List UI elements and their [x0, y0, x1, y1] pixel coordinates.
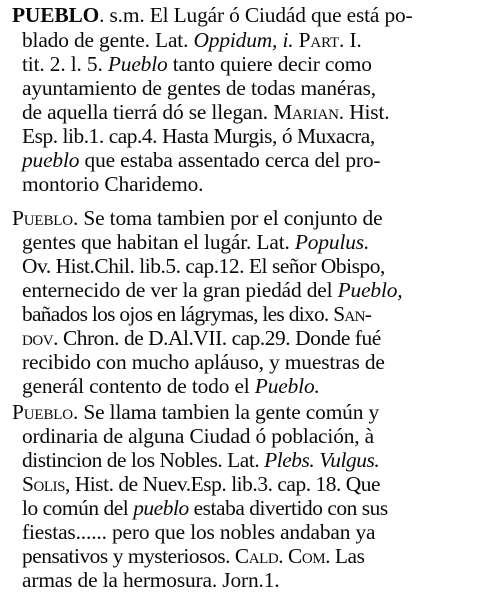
italic-text: pueblo	[22, 148, 80, 172]
small-caps-text: Marian.	[273, 100, 345, 124]
small-caps-text: Part. I.	[298, 28, 362, 52]
text-run: distincion de los Nobles. Lat.	[22, 448, 265, 472]
entry-line	[22, 568, 279, 592]
entry-line	[22, 100, 389, 124]
italic-text: Plebs. Vulgus.	[264, 448, 380, 472]
text-run: ayuntamiento de gentes de todas manéras,	[22, 76, 376, 100]
entry-line	[22, 302, 371, 326]
text-run: Ov. Hist.Chil. lib.5. cap.12. El señor Obispo,	[22, 254, 385, 278]
entry-line	[22, 424, 374, 448]
italic-text: Pueblo	[107, 52, 168, 76]
entry-line	[12, 3, 413, 27]
small-caps-text: Pueblo	[12, 206, 73, 230]
small-caps-text: San-	[333, 302, 372, 326]
entry-line	[12, 206, 382, 230]
entry-line	[22, 374, 320, 398]
entry-line	[22, 448, 379, 472]
text-run: recibido con mucho apláuso, y muestras de	[22, 350, 385, 374]
text-run: que estaba assentado cerca del pro-	[79, 148, 381, 172]
text-run: pensativos y mysteriosos.	[22, 544, 235, 568]
entry-line	[22, 254, 385, 278]
text-run: , Hist. de Nuev.Esp. lib.3. cap. 18. Que	[64, 472, 381, 496]
small-caps-text: Com.	[288, 544, 331, 568]
text-run: lo común del	[22, 496, 134, 520]
entry-line	[22, 148, 380, 172]
text-run: blado de gente. Lat.	[22, 28, 194, 52]
text-run: . Se toma tambien por el conjunto de	[73, 206, 383, 230]
text-run: estaba divertido con sus	[188, 496, 388, 520]
text-run: fiestas...... pero que los nobles andaban ya	[22, 520, 376, 544]
italic-text: pueblo	[133, 496, 189, 520]
small-caps-text: Solis	[22, 472, 65, 496]
text-run: . Se llama tambien la gente común y	[73, 400, 380, 424]
text-run: armas de la hermosura. Jorn.1.	[22, 568, 280, 592]
entry-line	[22, 278, 403, 302]
text-run: Hist.	[344, 100, 390, 124]
small-caps-text: Pueblo	[12, 400, 73, 424]
entry-line	[22, 230, 369, 254]
entry-line	[22, 350, 385, 374]
headword: PUEBLO	[12, 3, 100, 27]
entry-line	[22, 472, 380, 496]
text-run: Esp. lib.1. cap.4. Hasta Murgis, ó Muxacra,	[22, 124, 375, 148]
entry-line	[22, 76, 376, 100]
entry-line	[22, 520, 375, 544]
text-run: generál contento de todo el	[22, 374, 255, 398]
italic-text: Pueblo.	[254, 374, 320, 398]
text-run: tit. 2. l. 5.	[22, 52, 108, 76]
text-run: Las	[330, 544, 365, 568]
entry-line	[22, 326, 381, 350]
entry-line	[22, 124, 375, 148]
text-run: montorio Charidemo.	[22, 172, 204, 196]
text-run: enternecido de ver la gran piedád del	[22, 278, 338, 302]
small-caps-text: Cald.	[234, 544, 284, 568]
text-run: tanto quiere decir como	[167, 52, 372, 76]
entry-line	[22, 496, 388, 520]
text-run: bañados los ojos en lágrymas, les dixo.	[22, 302, 334, 326]
small-caps-text: dov.	[22, 326, 59, 350]
text-run: Chron. de D.Al.VII. cap.29. Donde fué	[58, 326, 381, 350]
text-run: . s.m. El Lugár ó Ciudád que está po-	[99, 3, 413, 27]
entry-line	[22, 28, 362, 52]
entry-line	[22, 52, 372, 76]
entry-line	[12, 400, 379, 424]
text-run: de aquella tierrá dó se llegan.	[22, 100, 274, 124]
italic-text: Oppidum, i.	[193, 28, 294, 52]
entry-line	[22, 544, 364, 568]
entry-line	[22, 172, 203, 196]
italic-text: Populus.	[294, 230, 370, 254]
text-run: ordinaria de alguna Ciudad ó población, à	[22, 424, 375, 448]
text-run: gentes que habitan el lugár. Lat.	[22, 230, 295, 254]
italic-text: Pueblo,	[337, 278, 403, 302]
